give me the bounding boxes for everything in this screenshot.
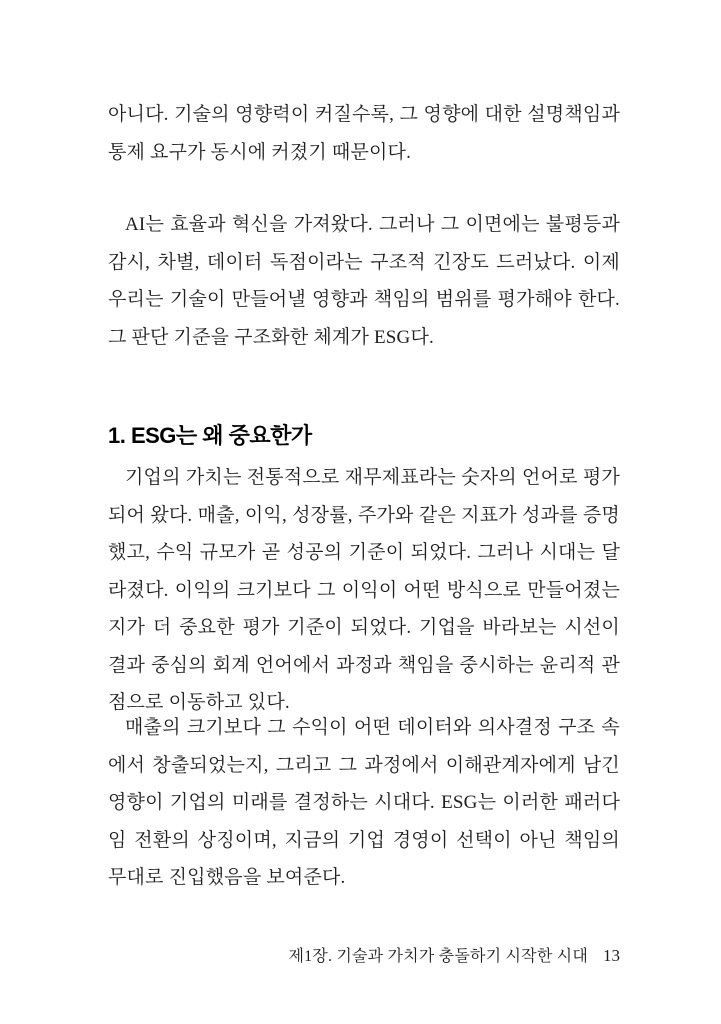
page-number: 13 bbox=[603, 946, 620, 965]
running-chapter-title: 제1장. 기술과 가치가 충돌하기 시작한 시대 bbox=[288, 948, 588, 965]
section-heading: 1. ESG는 왜 중요한가 bbox=[108, 423, 312, 448]
page-footer bbox=[108, 944, 620, 969]
section-paragraph: 매출의 크기보다 그 수익이 어떤 데이터와 의사결정 구조 속에서 창출되었는지, 그리고 그 과정에서 이해관계자에게 남긴 영향이 기업의 미래를 결정하는 시대다. ESG는 이러한 패러다임 전환의 상징이며, 지금의 기업 경영이 선택이 아닌 책임의 무대로 진입했음을 보여준다. bbox=[108, 717, 620, 888]
body-paragraph-continued: 아니다. 기술의 영향력이 커질수록, 그 영향에 대한 설명책임과 통제 요구가 동시에 커졌기 때문이다. bbox=[108, 104, 620, 163]
section-paragraph: 기업의 가치는 전통적으로 재무제표라는 숫자의 언어로 평가되어 왔다. 매출, 이익, 성장률, 주가와 같은 지표가 성과를 증명했고, 수익 규모가 곧 성공의 기준이 되었다. 그러나 시대는 달라졌다. 이익의 크기보다 그 이익이 어떤 방식으로 만들어졌는지가 더 중요한 평가 기준이 되었다. 기업을 바라보는 시선이 결과 중심의 회계 언어에서 과정과 책임을 중시하는 윤리적 관점으로 이동하고 있다. bbox=[108, 467, 620, 713]
body-paragraph: AI는 효율과 혁신을 가져왔다. 그러나 그 이면에는 불평등과 감시, 차별, 데이터 독점이라는 구조적 긴장도 드러났다. 이제 우리는 기술이 만들어낼 영향과 책임의 범위를 평가해야 한다. 그 판단 기준을 구조화한 체계가 ESG다. bbox=[108, 214, 620, 348]
